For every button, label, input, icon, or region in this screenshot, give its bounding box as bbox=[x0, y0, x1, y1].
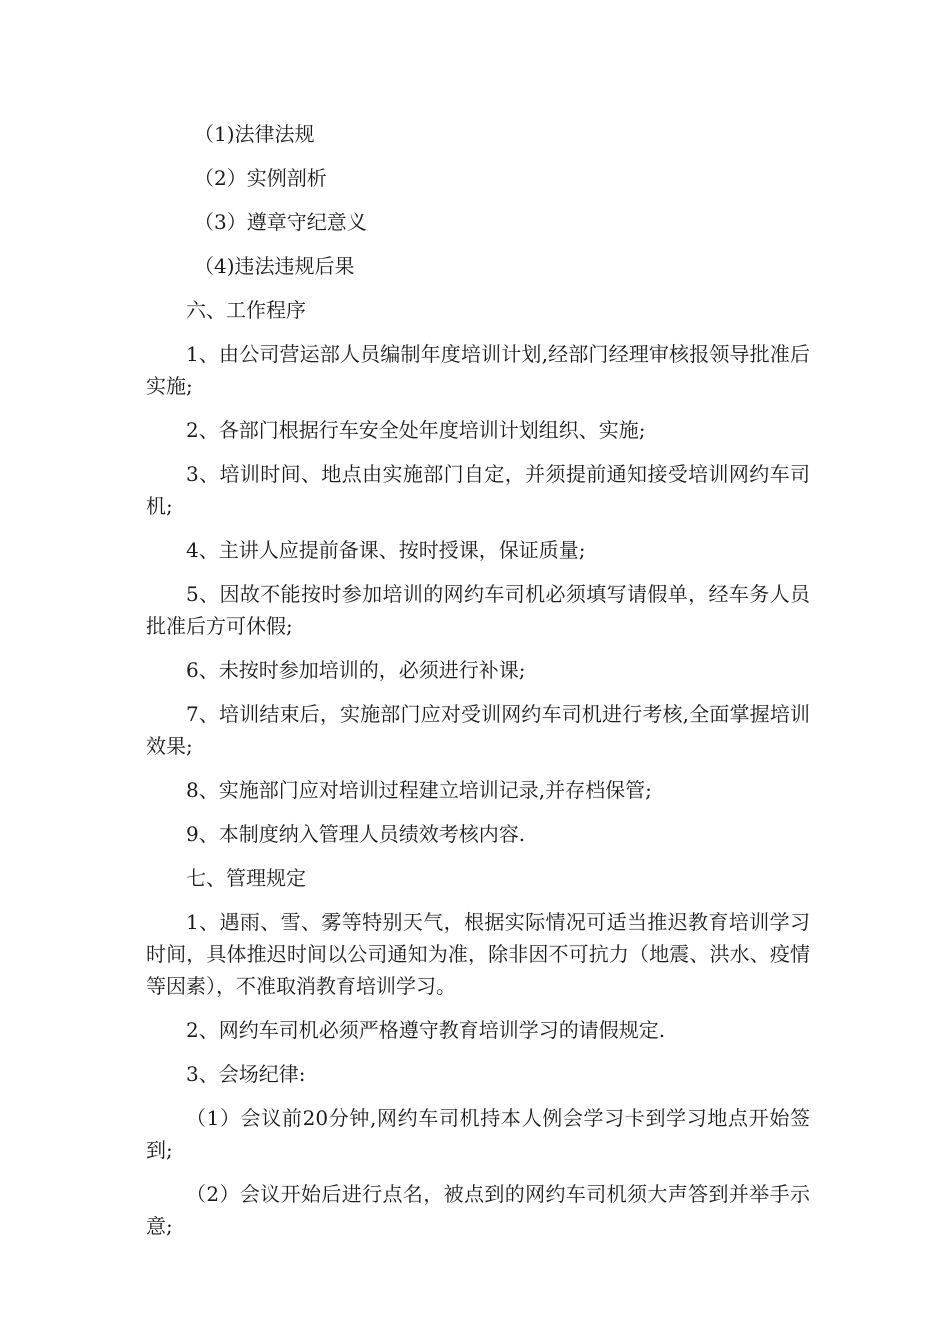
paragraph-procedure-9: 9、本制度纳入管理人员绩效考核内容. bbox=[186, 822, 526, 846]
list-item-laws: （1)法律法规 bbox=[194, 122, 315, 146]
document-body bbox=[146, 118, 810, 1254]
paragraph-procedure-2: 2、各部门根据行车安全处年度培训计划组织、实施; bbox=[186, 418, 646, 442]
paragraph-procedure-3: 3、培训时间、地点由实施部门自定，并须提前通知接受培训网约车司机; bbox=[146, 462, 810, 518]
paragraph-rule-3-sub-1: （1）会议前20分钟,网约车司机持本人例会学习卡到学习地点开始签到; bbox=[146, 1106, 810, 1162]
section-heading-work-procedure: 六、工作程序 bbox=[186, 298, 306, 322]
paragraph-procedure-4: 4、主讲人应提前备课、按时授课，保证质量; bbox=[186, 538, 586, 562]
paragraph-rule-3-sub-2: （2）会议开始后进行点名，被点到的网约车司机须大声答到并举手示意; bbox=[146, 1182, 810, 1238]
list-item-case-analysis: （2）实例剖析 bbox=[194, 166, 327, 190]
paragraph-procedure-7: 7、培训结束后，实施部门应对受训网约车司机进行考核,全面掌握培训效果; bbox=[146, 702, 810, 758]
section-heading-management-rules: 七、管理规定 bbox=[186, 866, 306, 890]
paragraph-procedure-1: 1、由公司营运部人员编制年度培训计划,经部门经理审核报领导批准后实施; bbox=[146, 342, 810, 398]
paragraph-procedure-8: 8、实施部门应对培训过程建立培训记录,并存档保管; bbox=[186, 778, 652, 802]
list-item-discipline-meaning: （3）遵章守纪意义 bbox=[194, 210, 367, 234]
paragraph-rule-2: 2、网约车司机必须严格遵守教育培训学习的请假规定. bbox=[186, 1018, 666, 1042]
paragraph-procedure-6: 6、未按时参加培训的，必须进行补课; bbox=[186, 658, 526, 682]
paragraph-procedure-5: 5、因故不能按时参加培训的网约车司机必须填写请假单，经车务人员批准后方可休假; bbox=[146, 582, 810, 638]
paragraph-rule-1: 1、遇雨、雪、雾等特别天气，根据实际情况可适当推迟教育培训学习时间，具体推迟时间以公司通知为准，除非因不可抗力（地震、洪水、疫情等因素），不准取消教育培训学习。 bbox=[146, 910, 810, 998]
paragraph-rule-3: 3、会场纪律: bbox=[186, 1062, 306, 1086]
list-item-violation-consequences: （4)违法违规后果 bbox=[194, 254, 355, 278]
